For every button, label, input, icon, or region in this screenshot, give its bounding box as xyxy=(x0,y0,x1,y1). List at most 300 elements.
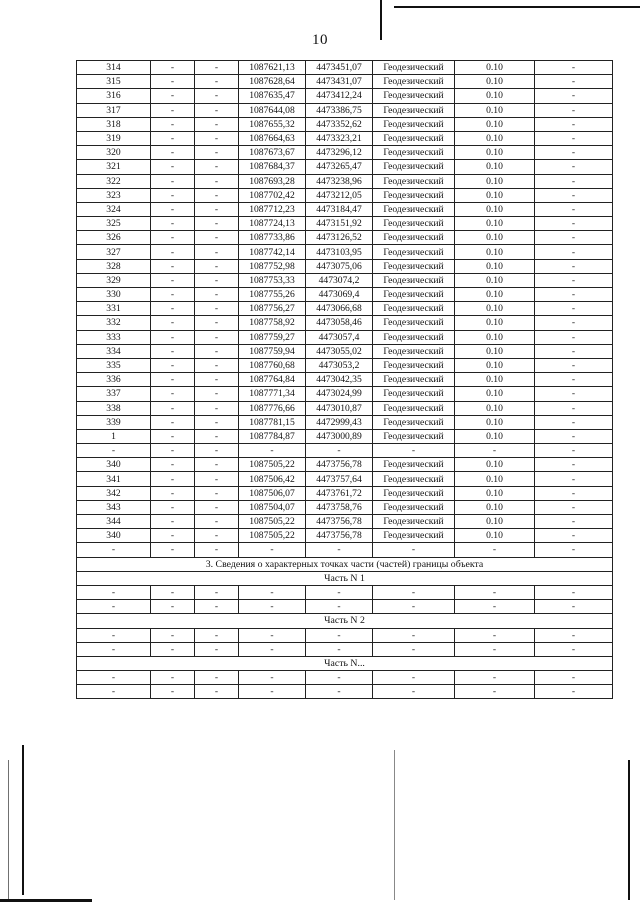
table-cell: 4473756,78 xyxy=(306,529,373,543)
table-cell: 1087781,15 xyxy=(239,415,306,429)
table-cell: - xyxy=(306,685,373,699)
table-cell: - xyxy=(195,600,239,614)
table-cell: 1087702,42 xyxy=(239,188,306,202)
table-cell: - xyxy=(373,600,455,614)
table-cell: 0.10 xyxy=(455,529,535,543)
table-cell: 4472999,43 xyxy=(306,415,373,429)
table-cell: - xyxy=(306,671,373,685)
table-cell: 0.10 xyxy=(455,61,535,75)
part-heading xyxy=(77,614,613,628)
table-cell: 340 xyxy=(77,458,151,472)
table-cell: - xyxy=(195,330,239,344)
table-cell: 1087758,92 xyxy=(239,316,306,330)
table-cell: - xyxy=(151,302,195,316)
table-cell: - xyxy=(151,515,195,529)
table-cell: 0.10 xyxy=(455,217,535,231)
table-cell: 344 xyxy=(77,515,151,529)
scan-edge-bottom xyxy=(0,899,92,902)
table-cell: - xyxy=(535,373,613,387)
table-cell: - xyxy=(151,330,195,344)
table-cell: - xyxy=(535,131,613,145)
table-cell: 319 xyxy=(77,131,151,145)
table-cell: 323 xyxy=(77,188,151,202)
table-cell: - xyxy=(151,486,195,500)
table-cell: - xyxy=(195,117,239,131)
table-cell: 4473451,07 xyxy=(306,61,373,75)
table-row xyxy=(77,429,613,443)
table-cell: 332 xyxy=(77,316,151,330)
table-cell: - xyxy=(151,600,195,614)
table-cell: - xyxy=(535,75,613,89)
table-cell: 1087771,34 xyxy=(239,387,306,401)
table-cell: - xyxy=(151,160,195,174)
table-row xyxy=(77,387,613,401)
table-row xyxy=(77,61,613,75)
table-cell: - xyxy=(373,543,455,557)
table-cell: 1087693,28 xyxy=(239,174,306,188)
table-cell: - xyxy=(535,358,613,372)
table-row xyxy=(77,458,613,472)
table-cell: Геодезический xyxy=(373,131,455,145)
table-cell: 325 xyxy=(77,217,151,231)
table-cell: 1087760,68 xyxy=(239,358,306,372)
table-cell: 324 xyxy=(77,202,151,216)
table-row xyxy=(77,316,613,330)
table-cell: - xyxy=(195,103,239,117)
table-cell: 1087742,14 xyxy=(239,245,306,259)
table-cell: - xyxy=(535,288,613,302)
table-cell: 0.10 xyxy=(455,344,535,358)
table-row xyxy=(77,302,613,316)
table-cell: 1087628,64 xyxy=(239,75,306,89)
table-cell: 335 xyxy=(77,358,151,372)
section-heading xyxy=(77,557,613,571)
table-cell: - xyxy=(195,273,239,287)
table-row xyxy=(77,515,613,529)
table-cell: - xyxy=(195,302,239,316)
table-row xyxy=(77,628,613,642)
table-cell: - xyxy=(239,543,306,557)
table-cell: Геодезический xyxy=(373,429,455,443)
table-cell: 4473066,68 xyxy=(306,302,373,316)
table-cell: Геодезический xyxy=(373,61,455,75)
table-cell: 4473756,78 xyxy=(306,515,373,529)
table-cell: Геодезический xyxy=(373,500,455,514)
table-cell: 1087664,63 xyxy=(239,131,306,145)
table-cell: 0.10 xyxy=(455,131,535,145)
table-cell: 326 xyxy=(77,231,151,245)
table-cell: - xyxy=(455,642,535,656)
table-cell: 328 xyxy=(77,259,151,273)
table-cell: - xyxy=(306,600,373,614)
table-cell: - xyxy=(239,628,306,642)
table-cell: - xyxy=(151,642,195,656)
table-cell: - xyxy=(455,685,535,699)
table-cell: - xyxy=(151,231,195,245)
table-cell: - xyxy=(535,486,613,500)
table-row xyxy=(77,131,613,145)
scan-edge-right xyxy=(628,760,630,900)
part-heading-label: Часть N 2 xyxy=(77,614,613,628)
table-cell: 336 xyxy=(77,373,151,387)
table-cell: 0.10 xyxy=(455,472,535,486)
table-cell: 321 xyxy=(77,160,151,174)
table-cell: 0.10 xyxy=(455,160,535,174)
table-cell: - xyxy=(195,444,239,458)
table-cell: - xyxy=(195,358,239,372)
table-cell: Геодезический xyxy=(373,231,455,245)
table-row xyxy=(77,188,613,202)
table-cell: 340 xyxy=(77,529,151,543)
table-row xyxy=(77,642,613,656)
table-cell: 0.10 xyxy=(455,245,535,259)
table-cell: 4473010,87 xyxy=(306,401,373,415)
table-cell: Геодезический xyxy=(373,75,455,89)
table-cell: - xyxy=(195,486,239,500)
table-cell: Геодезический xyxy=(373,486,455,500)
scan-edge-left xyxy=(22,745,24,895)
table-cell: Геодезический xyxy=(373,188,455,202)
table-cell: - xyxy=(151,415,195,429)
table-cell: - xyxy=(535,600,613,614)
table-cell: - xyxy=(151,358,195,372)
table-cell: 0.10 xyxy=(455,117,535,131)
scan-edge-left-2 xyxy=(8,760,9,900)
table-cell: - xyxy=(151,61,195,75)
table-cell: - xyxy=(195,288,239,302)
table-row xyxy=(77,585,613,599)
table-cell: - xyxy=(151,89,195,103)
table-row xyxy=(77,288,613,302)
table-cell: 0.10 xyxy=(455,415,535,429)
table-cell: 0.10 xyxy=(455,259,535,273)
table-cell: 338 xyxy=(77,401,151,415)
table-cell: Геодезический xyxy=(373,146,455,160)
table-cell: 4473412,24 xyxy=(306,89,373,103)
table-cell: 4473042,35 xyxy=(306,373,373,387)
table-cell: 0.10 xyxy=(455,202,535,216)
table-cell: - xyxy=(195,344,239,358)
table-cell: 0.10 xyxy=(455,174,535,188)
table-cell: 342 xyxy=(77,486,151,500)
table-row xyxy=(77,529,613,543)
table-cell: - xyxy=(151,543,195,557)
table-cell: - xyxy=(535,543,613,557)
table-cell: - xyxy=(195,458,239,472)
table-row xyxy=(77,217,613,231)
table-cell: - xyxy=(195,401,239,415)
table-cell: - xyxy=(239,685,306,699)
table-cell: 0.10 xyxy=(455,500,535,514)
table-cell: 0.10 xyxy=(455,288,535,302)
table-cell: 1087505,22 xyxy=(239,515,306,529)
table-cell: - xyxy=(151,373,195,387)
table-cell: - xyxy=(373,628,455,642)
table-cell: - xyxy=(195,188,239,202)
table-cell: - xyxy=(195,543,239,557)
table-cell: 0.10 xyxy=(455,401,535,415)
table-cell: 343 xyxy=(77,500,151,514)
table-cell: 0.10 xyxy=(455,316,535,330)
table-cell: Геодезический xyxy=(373,89,455,103)
table-cell: - xyxy=(195,202,239,216)
table-cell: - xyxy=(195,685,239,699)
table-cell: 333 xyxy=(77,330,151,344)
table-cell: - xyxy=(195,160,239,174)
table-cell: - xyxy=(535,231,613,245)
table-cell: - xyxy=(195,628,239,642)
table-cell: 341 xyxy=(77,472,151,486)
table-cell: - xyxy=(306,543,373,557)
table-cell: 4473058,46 xyxy=(306,316,373,330)
table-cell: 0.10 xyxy=(455,373,535,387)
table-cell: 4473323,21 xyxy=(306,131,373,145)
table-cell: - xyxy=(535,472,613,486)
table-cell: Геодезический xyxy=(373,330,455,344)
table-cell: - xyxy=(195,146,239,160)
table-cell: - xyxy=(151,500,195,514)
table-cell: - xyxy=(535,685,613,699)
table-cell: 4473126,52 xyxy=(306,231,373,245)
table-row xyxy=(77,174,613,188)
table-cell: Геодезический xyxy=(373,259,455,273)
table-cell: Геодезический xyxy=(373,288,455,302)
table-cell: 4473757,64 xyxy=(306,472,373,486)
part-heading xyxy=(77,656,613,670)
table-cell: - xyxy=(195,387,239,401)
table-row xyxy=(77,146,613,160)
table-cell: 4473075,06 xyxy=(306,259,373,273)
table-cell: 314 xyxy=(77,61,151,75)
part-heading-label: Часть N 1 xyxy=(77,571,613,585)
table-cell: 1 xyxy=(77,429,151,443)
table-cell: - xyxy=(373,444,455,458)
table-cell: - xyxy=(151,188,195,202)
table-cell: - xyxy=(151,117,195,131)
table-cell: - xyxy=(151,288,195,302)
table-cell: - xyxy=(239,600,306,614)
table-cell: 1087505,22 xyxy=(239,458,306,472)
table-cell: - xyxy=(151,217,195,231)
table-cell: 1087733,86 xyxy=(239,231,306,245)
table-cell: - xyxy=(195,174,239,188)
table-row xyxy=(77,245,613,259)
table-cell: - xyxy=(151,316,195,330)
table-cell: Геодезический xyxy=(373,245,455,259)
table-cell: - xyxy=(306,585,373,599)
table-row xyxy=(77,685,613,699)
table-cell: 1087504,07 xyxy=(239,500,306,514)
table-cell: - xyxy=(455,600,535,614)
table-cell: - xyxy=(77,628,151,642)
table-cell: Геодезический xyxy=(373,174,455,188)
table-cell: Геодезический xyxy=(373,273,455,287)
table-cell: 4473756,78 xyxy=(306,458,373,472)
table-cell: 4473069,4 xyxy=(306,288,373,302)
scan-edge-top-bar xyxy=(394,6,640,8)
table-cell: - xyxy=(151,131,195,145)
table-cell: 4473758,76 xyxy=(306,500,373,514)
table-cell: Геодезический xyxy=(373,415,455,429)
table-row xyxy=(77,472,613,486)
table-cell: Геодезический xyxy=(373,316,455,330)
part-heading xyxy=(77,571,613,585)
table-row xyxy=(77,103,613,117)
table-cell: 0.10 xyxy=(455,273,535,287)
table-cell: 0.10 xyxy=(455,188,535,202)
table-cell: - xyxy=(151,472,195,486)
table-cell: 4473296,12 xyxy=(306,146,373,160)
table-row xyxy=(77,543,613,557)
table-row xyxy=(77,444,613,458)
table-cell: - xyxy=(535,117,613,131)
table-cell: - xyxy=(455,671,535,685)
table-cell: - xyxy=(239,671,306,685)
table-cell: - xyxy=(195,429,239,443)
table-cell: - xyxy=(77,543,151,557)
table-cell: 320 xyxy=(77,146,151,160)
section-heading-label: 3. Сведения о характерных точках части (частей) границы объекта xyxy=(77,557,613,571)
table-cell: Геодезический xyxy=(373,160,455,174)
table-cell: - xyxy=(373,642,455,656)
table-cell: 4473074,2 xyxy=(306,273,373,287)
table-row xyxy=(77,89,613,103)
table-row xyxy=(77,259,613,273)
table-cell: 1087644,08 xyxy=(239,103,306,117)
table-cell: - xyxy=(195,642,239,656)
table-cell: Геодезический xyxy=(373,202,455,216)
table-cell: - xyxy=(239,585,306,599)
scan-edge-mid xyxy=(394,750,395,900)
table-cell: - xyxy=(151,529,195,543)
table-cell: 0.10 xyxy=(455,89,535,103)
table-cell: - xyxy=(195,585,239,599)
table-cell: Геодезический xyxy=(373,117,455,131)
table-cell: - xyxy=(535,188,613,202)
table-cell: 317 xyxy=(77,103,151,117)
table-cell: - xyxy=(373,671,455,685)
table-cell: 0.10 xyxy=(455,75,535,89)
table-cell: 322 xyxy=(77,174,151,188)
table-cell: - xyxy=(373,685,455,699)
table-cell: - xyxy=(151,458,195,472)
table-cell: 331 xyxy=(77,302,151,316)
table-cell: - xyxy=(535,401,613,415)
table-cell: 1087756,27 xyxy=(239,302,306,316)
table-cell: 4473024,99 xyxy=(306,387,373,401)
table-cell: 1087724,13 xyxy=(239,217,306,231)
table-cell: - xyxy=(535,202,613,216)
table-row xyxy=(77,500,613,514)
table-cell: Геодезический xyxy=(373,344,455,358)
table-row xyxy=(77,202,613,216)
table-row xyxy=(77,600,613,614)
table-cell: - xyxy=(535,458,613,472)
table-row xyxy=(77,117,613,131)
table-cell: - xyxy=(77,585,151,599)
table-row xyxy=(77,671,613,685)
table-cell: - xyxy=(535,529,613,543)
table-cell: - xyxy=(151,685,195,699)
table-cell: - xyxy=(195,89,239,103)
table-cell: 327 xyxy=(77,245,151,259)
table-cell: 1087684,37 xyxy=(239,160,306,174)
table-cell: 330 xyxy=(77,288,151,302)
table-cell: - xyxy=(151,387,195,401)
table-cell: - xyxy=(151,174,195,188)
table-cell: - xyxy=(535,146,613,160)
table-cell: 4473151,92 xyxy=(306,217,373,231)
table-cell: - xyxy=(535,585,613,599)
table-cell: - xyxy=(455,585,535,599)
table-cell: - xyxy=(455,543,535,557)
table-cell: 1087505,22 xyxy=(239,529,306,543)
table-cell: 1087635,47 xyxy=(239,89,306,103)
table-cell: - xyxy=(195,245,239,259)
table-cell: 315 xyxy=(77,75,151,89)
table-cell: - xyxy=(455,444,535,458)
table-cell: - xyxy=(195,500,239,514)
table-cell: 1087759,94 xyxy=(239,344,306,358)
table-cell: - xyxy=(77,671,151,685)
table-cell: - xyxy=(535,330,613,344)
table-cell: - xyxy=(535,444,613,458)
table-cell: 318 xyxy=(77,117,151,131)
table-cell: - xyxy=(77,642,151,656)
table-row xyxy=(77,231,613,245)
table-cell: 0.10 xyxy=(455,103,535,117)
table-cell: 4473238,96 xyxy=(306,174,373,188)
table-cell: - xyxy=(195,671,239,685)
table-cell: - xyxy=(535,273,613,287)
table-cell: Геодезический xyxy=(373,103,455,117)
table-cell: - xyxy=(535,671,613,685)
table-cell: - xyxy=(535,515,613,529)
table-cell: - xyxy=(195,217,239,231)
table-cell: - xyxy=(535,103,613,117)
table-cell: Геодезический xyxy=(373,515,455,529)
table-cell: - xyxy=(151,585,195,599)
table-cell: Геодезический xyxy=(373,401,455,415)
table-cell: - xyxy=(535,642,613,656)
table-cell: 1087655,32 xyxy=(239,117,306,131)
table-cell: - xyxy=(77,685,151,699)
table-cell: 1087755,26 xyxy=(239,288,306,302)
table-cell: 4473057,4 xyxy=(306,330,373,344)
table-cell: - xyxy=(535,245,613,259)
table-cell: - xyxy=(151,344,195,358)
table-cell: 4473000,89 xyxy=(306,429,373,443)
table-cell: - xyxy=(77,444,151,458)
table-cell: - xyxy=(151,202,195,216)
table-cell: - xyxy=(151,628,195,642)
table-cell: 0.10 xyxy=(455,387,535,401)
table-cell: 1087673,67 xyxy=(239,146,306,160)
table-row xyxy=(77,75,613,89)
boundary-points-table xyxy=(76,60,613,699)
table-cell: - xyxy=(195,373,239,387)
table-cell: - xyxy=(306,642,373,656)
table-cell: 4473431,07 xyxy=(306,75,373,89)
table-cell: - xyxy=(151,146,195,160)
table-cell: Геодезический xyxy=(373,472,455,486)
table-cell: 1087764,84 xyxy=(239,373,306,387)
table-cell: Геодезический xyxy=(373,302,455,316)
table-cell: 0.10 xyxy=(455,429,535,443)
table-cell: 4473053,2 xyxy=(306,358,373,372)
table-cell: 1087759,27 xyxy=(239,330,306,344)
table-cell: - xyxy=(195,529,239,543)
